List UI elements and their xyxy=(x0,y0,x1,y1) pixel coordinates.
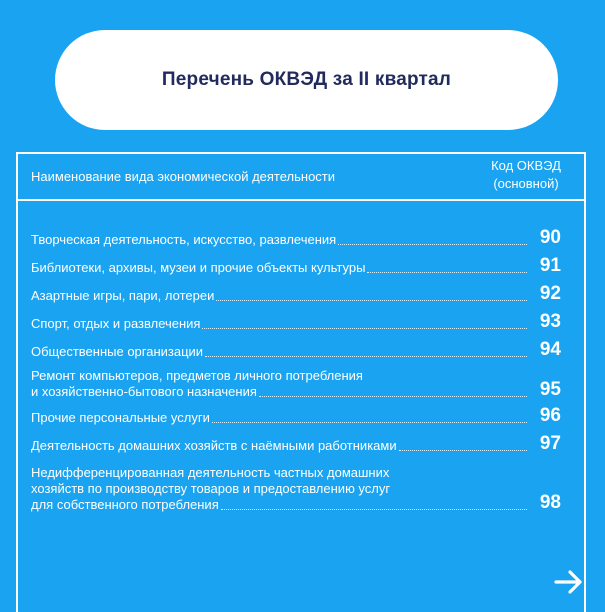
row-activity-name: для собственного потребления xyxy=(31,497,219,512)
title-banner xyxy=(55,30,558,130)
column-header-code-line2: (основной) xyxy=(493,176,559,191)
row-okved-code: 92 xyxy=(539,283,561,304)
dotted-leader xyxy=(205,356,527,357)
table-row xyxy=(31,465,561,513)
table-row xyxy=(31,227,561,248)
row-activity-name: Спорт, отдых и развлечения xyxy=(31,316,201,331)
row-activity-name: Ремонт компьютеров, предметов личного потребления xyxy=(31,368,363,383)
row-activity-name: Прочие персональные услуги xyxy=(31,410,210,425)
row-activity-name: Азартные игры, пари, лотереи xyxy=(31,288,215,303)
row-okved-code: 90 xyxy=(539,227,561,248)
row-okved-code: 94 xyxy=(539,339,561,360)
row-okved-code: 93 xyxy=(539,311,561,332)
table-row xyxy=(31,311,561,332)
row-okved-code: 91 xyxy=(539,255,561,276)
okved-table xyxy=(16,152,586,612)
table-header xyxy=(18,154,584,201)
dotted-leader xyxy=(202,328,527,329)
column-header-code xyxy=(482,157,570,193)
page-title: Перечень ОКВЭД за II квартал xyxy=(161,69,452,90)
dotted-leader xyxy=(399,450,527,451)
row-okved-code: 97 xyxy=(539,433,561,454)
row-activity-name: и хозяйственно-бытового назначения xyxy=(31,384,257,399)
table-row xyxy=(31,339,561,360)
row-okved-code: 96 xyxy=(539,405,561,426)
dotted-leader xyxy=(212,422,527,423)
dotted-leader xyxy=(367,272,527,273)
table-row xyxy=(31,433,561,454)
table-row xyxy=(31,255,561,276)
dotted-leader xyxy=(338,244,527,245)
row-activity-name: Общественные организации xyxy=(31,344,204,359)
dotted-leader xyxy=(216,300,527,301)
column-header-code-line1: Код ОКВЭД xyxy=(491,158,561,173)
table-row xyxy=(31,405,561,426)
row-activity-name: Недифференцированная деятельность частных домашних xyxy=(31,465,390,480)
column-header-name: Наименование вида экономической деятельности xyxy=(31,169,336,184)
table-row xyxy=(31,283,561,304)
row-okved-code: 98 xyxy=(539,492,561,513)
row-activity-name: Библиотеки, архивы, музеи и прочие объекты культуры xyxy=(31,260,366,275)
row-activity-name: Деятельность домашних хозяйств с наёмными работниками xyxy=(31,438,397,453)
dotted-leader xyxy=(259,396,527,397)
row-activity-name: хозяйств по производству товаров и предоставлению услуг xyxy=(31,481,391,496)
table-row xyxy=(31,368,561,400)
row-okved-code: 95 xyxy=(539,379,561,400)
dotted-leader xyxy=(221,509,527,510)
row-activity-name: Творческая деятельность, искусство, развлечения xyxy=(31,232,337,247)
arrow-right-icon[interactable] xyxy=(554,569,584,595)
